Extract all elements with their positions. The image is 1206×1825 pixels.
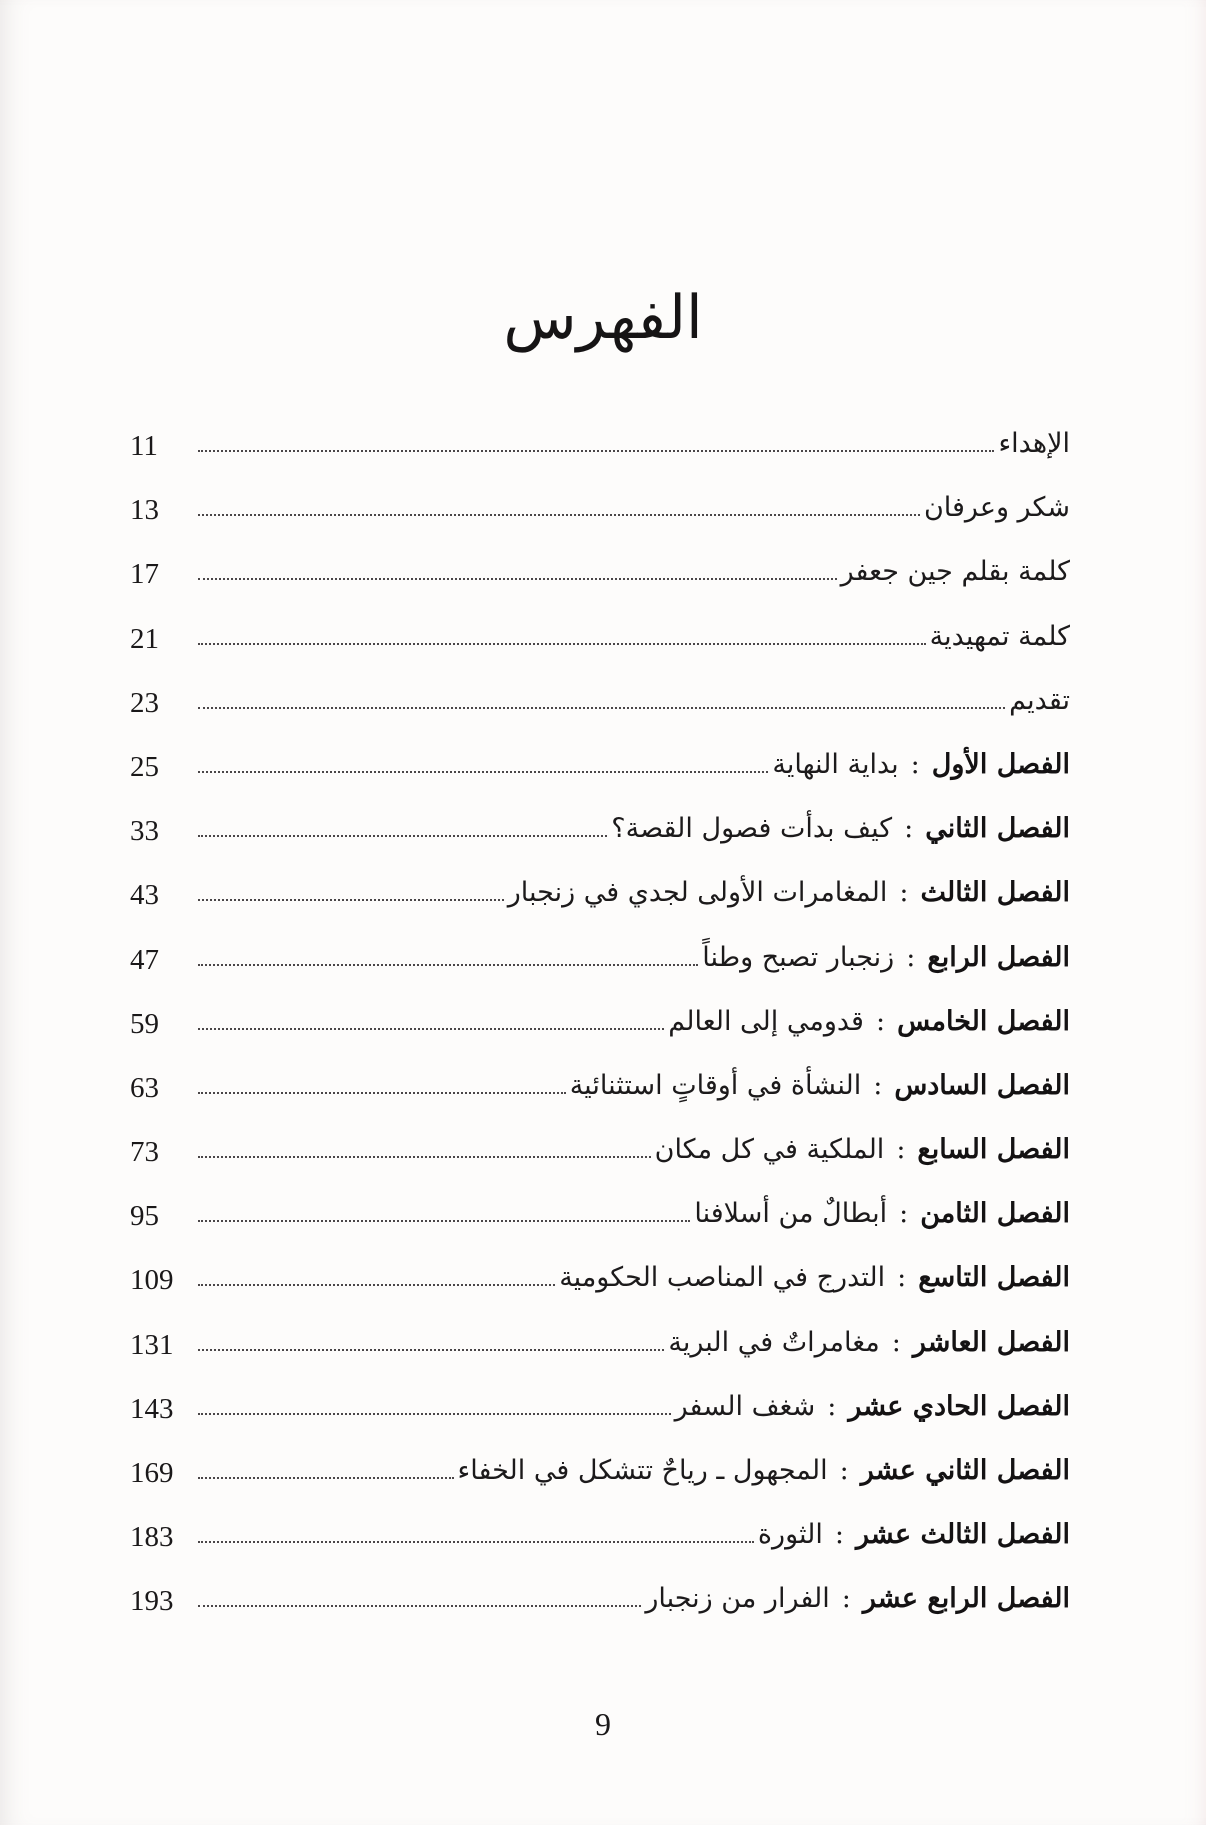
toc-entry-text — [508, 877, 1070, 909]
dot-leader — [198, 578, 837, 580]
entry-page-number: 43 — [130, 879, 159, 912]
page-title: الفهرس — [503, 283, 703, 354]
toc-entry — [130, 484, 1070, 548]
entry-title: كيف بدأت فصول القصة؟ — [611, 813, 893, 845]
chapter-label: الفصل الخامس — [897, 1005, 1070, 1037]
chapter-separator: : — [904, 813, 914, 845]
chapter-label: الفصل الثاني — [925, 813, 1070, 845]
entry-page-number: 13 — [130, 494, 159, 527]
entry-title: النشأة في أوقاتٍ استثنائية — [569, 1069, 862, 1101]
entry-page-number: 33 — [130, 815, 159, 848]
toc-entry-text — [458, 1455, 1070, 1487]
chapter-label: الفصل الثالث — [920, 877, 1070, 909]
entry-title: التدرج في المناصب الحكومية — [559, 1262, 886, 1294]
dot-leader — [198, 1284, 555, 1286]
entry-title: تقديم — [1009, 684, 1070, 716]
toc-entry — [130, 1575, 1070, 1639]
entry-title: قدومي إلى العالم — [668, 1005, 864, 1037]
chapter-label: الفصل الثاني عشر — [860, 1455, 1070, 1486]
dot-leader — [198, 1349, 664, 1351]
toc-entry-text — [668, 1327, 1070, 1359]
chapter-label: الفصل الرابع — [927, 941, 1070, 973]
toc-entry-text — [998, 428, 1070, 460]
chapter-separator: : — [899, 877, 909, 909]
chapter-separator: : — [834, 1519, 845, 1551]
dot-leader — [198, 450, 994, 452]
chapter-separator: : — [839, 1455, 849, 1486]
toc-entry — [130, 1254, 1070, 1318]
entry-page-number: 109 — [130, 1264, 174, 1297]
chapter-label: الفصل السابع — [917, 1134, 1070, 1166]
chapter-separator: : — [910, 748, 920, 780]
entry-page-number: 25 — [130, 750, 159, 783]
dot-leader — [198, 1541, 754, 1543]
dot-leader — [198, 1477, 454, 1479]
dot-leader — [198, 771, 768, 773]
dot-leader — [198, 1220, 690, 1222]
dot-leader — [198, 643, 926, 645]
entry-page-number: 59 — [130, 1007, 159, 1040]
chapter-label: الفصل الثالث عشر — [856, 1519, 1070, 1551]
entry-title: كلمة بقلم جين جعفر — [840, 556, 1070, 588]
toc-entry — [130, 741, 1070, 805]
toc-entry-text — [559, 1262, 1070, 1294]
toc-entry — [130, 613, 1070, 677]
chapter-separator: : — [906, 941, 916, 973]
toc-entry-text — [668, 1006, 1070, 1038]
entry-title: كلمة تمهيدية — [929, 620, 1070, 652]
entry-page-number: 21 — [130, 622, 159, 655]
chapter-label: الفصل العاشر — [912, 1326, 1070, 1358]
dot-leader — [198, 1092, 566, 1094]
chapter-separator: : — [875, 1005, 886, 1037]
toc-entry-text — [772, 749, 1070, 781]
toc-entry-text — [841, 556, 1070, 588]
entry-title: المجهول ـ رياحٌ تتشكل في الخفاء — [457, 1455, 828, 1486]
toc-entry-text — [645, 1583, 1070, 1615]
dot-leader — [198, 899, 504, 901]
entry-page-number: 11 — [130, 430, 158, 462]
entry-page-number: 17 — [130, 558, 159, 591]
toc-entry-text — [1009, 685, 1070, 717]
toc-entry-text — [702, 942, 1070, 974]
toc-entry-text — [570, 1070, 1070, 1102]
chapter-separator: : — [897, 1262, 907, 1294]
chapter-label: الفصل السادس — [894, 1069, 1070, 1101]
dot-leader — [198, 1413, 671, 1415]
toc-entry — [130, 1447, 1070, 1511]
toc-entry — [130, 934, 1070, 998]
toc-entry-text — [694, 1198, 1070, 1230]
entry-title: الملكية في كل مكان — [654, 1134, 885, 1166]
toc-entry — [130, 1511, 1070, 1575]
toc-entry-text — [924, 492, 1070, 524]
entry-title: شكر وعرفان — [923, 492, 1070, 524]
dot-leader — [198, 1156, 651, 1158]
toc-entry — [130, 1383, 1070, 1447]
toc-entry-text — [930, 621, 1070, 653]
dot-leader — [198, 707, 1005, 709]
chapter-separator: : — [899, 1198, 909, 1230]
page-number: 9 — [595, 1706, 611, 1742]
dot-leader — [198, 1028, 664, 1030]
dot-leader — [198, 1605, 641, 1607]
toc-entry-text — [675, 1391, 1070, 1423]
toc-entry — [130, 1126, 1070, 1190]
toc-entry — [130, 805, 1070, 869]
entry-title: أبطالٌ من أسلافنا — [694, 1198, 888, 1230]
toc-entry — [130, 1062, 1070, 1126]
entry-page-number: 131 — [130, 1328, 174, 1361]
chapter-separator: : — [827, 1390, 837, 1422]
chapter-separator: : — [891, 1326, 901, 1358]
chapter-label: الفصل الثامن — [920, 1198, 1070, 1230]
entry-page-number: 47 — [130, 943, 159, 976]
dot-leader — [198, 514, 920, 516]
entry-title: شغف السفر — [674, 1390, 816, 1422]
entry-title: المغامرات الأولى لجدي في زنجبار — [507, 877, 888, 909]
chapter-label: الفصل الأول — [931, 748, 1070, 780]
entry-page-number: 23 — [130, 686, 159, 719]
toc-entry — [130, 420, 1070, 484]
chapter-label: الفصل الحادي عشر — [848, 1390, 1070, 1422]
entry-page-number: 143 — [130, 1392, 174, 1425]
entry-title: الفرار من زنجبار — [645, 1583, 830, 1615]
toc-entry-text — [758, 1519, 1070, 1551]
chapter-separator: : — [873, 1069, 883, 1101]
entry-page-number: 169 — [130, 1457, 174, 1489]
chapter-separator: : — [841, 1583, 851, 1615]
entry-page-number: 193 — [130, 1585, 174, 1618]
entry-title: الثورة — [757, 1519, 823, 1551]
toc-entry — [130, 548, 1070, 612]
toc-entry — [130, 1319, 1070, 1383]
chapter-label: الفصل التاسع — [918, 1262, 1070, 1294]
entry-title: بداية النهاية — [772, 748, 899, 780]
entry-page-number: 73 — [130, 1136, 159, 1169]
entry-page-number: 95 — [130, 1200, 159, 1233]
toc-entry-text — [655, 1134, 1070, 1166]
toc-entry — [130, 998, 1070, 1062]
entry-title: مغامراتٌ في البرية — [668, 1326, 880, 1358]
toc-entry — [130, 869, 1070, 933]
toc-entry-text — [611, 813, 1070, 845]
dot-leader — [198, 835, 607, 837]
toc-entry — [130, 1190, 1070, 1254]
chapter-label: الفصل الرابع عشر — [862, 1583, 1070, 1615]
table-of-contents — [130, 420, 1070, 1640]
chapter-separator: : — [896, 1134, 906, 1166]
entry-title: الإهداء — [998, 428, 1070, 459]
toc-entry — [130, 677, 1070, 741]
dot-leader — [198, 964, 698, 966]
entry-page-number: 183 — [130, 1521, 174, 1554]
entry-title: زنجبار تصبح وطناً — [702, 941, 895, 973]
entry-page-number: 63 — [130, 1071, 159, 1104]
